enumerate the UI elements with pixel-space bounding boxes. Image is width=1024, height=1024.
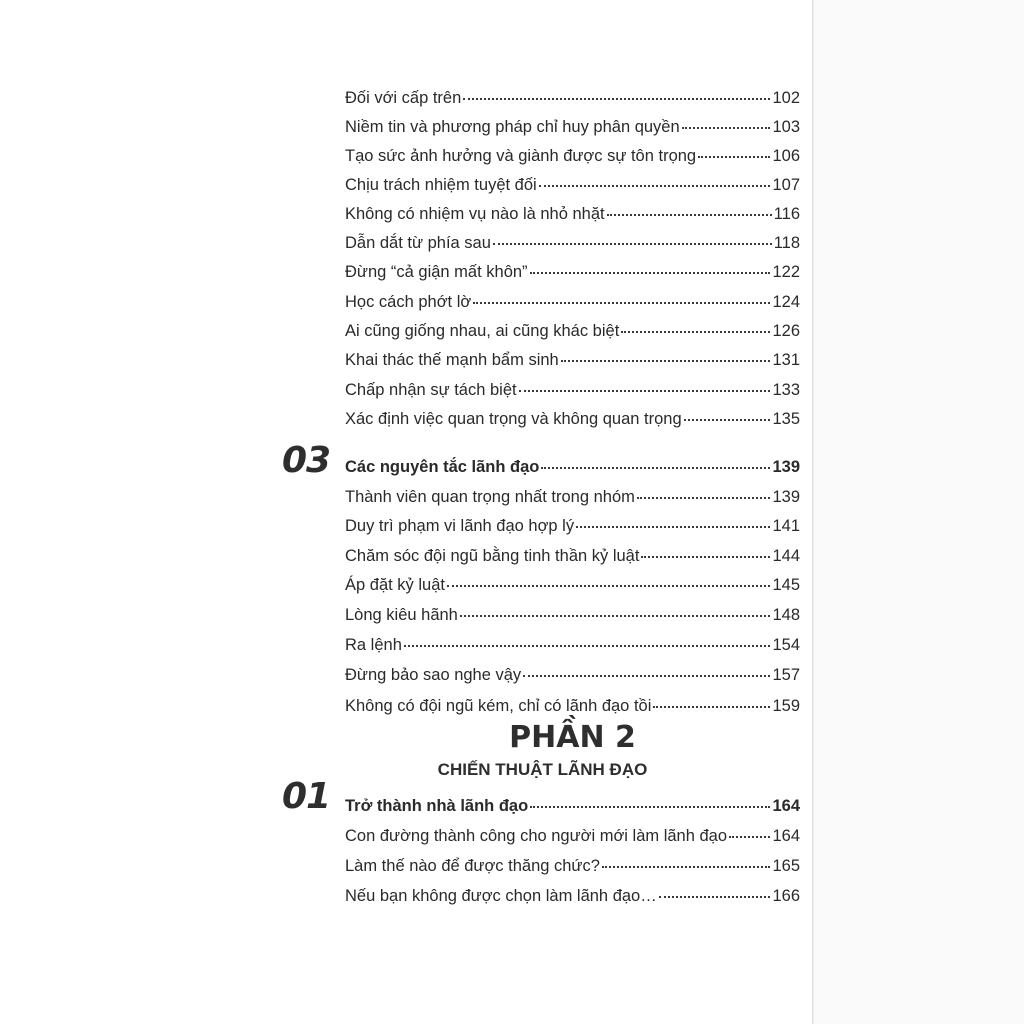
toc-entry	[345, 854, 800, 878]
toc-entry-title: Đối với cấp trên	[345, 89, 462, 107]
toc-entry-title: Không có nhiệm vụ nào là nhỏ nhặt	[345, 205, 605, 223]
toc-entry	[345, 824, 800, 848]
dot-leader	[404, 639, 771, 647]
toc-entry	[345, 260, 800, 284]
page-background	[814, 0, 1024, 1024]
toc-entry-page: 159	[772, 697, 800, 715]
dot-leader	[621, 325, 770, 333]
toc-entry	[345, 144, 800, 168]
toc-entry-title: Chăm sóc đội ngũ bằng tinh thần kỷ luật	[345, 547, 640, 565]
toc-entry-title: Con đường thành công cho người mới làm lãnh đạo	[345, 827, 728, 845]
toc-entry-page: 139	[772, 488, 800, 506]
toc-entry-page: 164	[772, 827, 800, 845]
toc-entry-page: 103	[772, 118, 800, 136]
toc-entry	[345, 115, 800, 139]
chapter-heading	[345, 794, 800, 818]
toc-entry-title: Niềm tin và phương pháp chỉ huy phân quyền	[345, 118, 680, 136]
toc-entry-page: 141	[772, 517, 800, 535]
toc-entry-title: Học cách phớt lờ	[345, 293, 472, 311]
dot-leader	[460, 609, 771, 617]
toc-entry	[345, 884, 800, 908]
toc-entry-title: Ra lệnh	[345, 636, 402, 654]
toc-entry	[345, 603, 800, 627]
toc-entry	[345, 633, 800, 657]
dot-leader	[641, 550, 770, 558]
dot-leader	[561, 354, 771, 362]
toc-entry-title: Tạo sức ảnh hưởng và giành được sự tôn trọng	[345, 147, 697, 165]
toc-entry-page: 116	[773, 205, 800, 223]
toc-entry-page: 165	[772, 857, 800, 875]
dot-leader	[653, 700, 770, 708]
dot-leader	[576, 520, 770, 528]
chapter-heading-title: Các nguyên tắc lãnh đạo	[345, 458, 540, 476]
toc-entry-page: 131	[772, 351, 800, 369]
toc-entry-page: 148	[772, 606, 800, 624]
dot-leader	[698, 150, 770, 158]
chapter-heading	[345, 455, 800, 479]
chapter-number: 03	[282, 440, 331, 481]
toc-entry	[345, 485, 800, 509]
toc-entry-page: 166	[772, 887, 800, 905]
toc-entry-title: Chấp nhận sự tách biệt	[345, 381, 517, 399]
part-title: PHẦN 2	[509, 720, 636, 755]
toc-entry-page: 102	[772, 89, 800, 107]
toc-entry-page: 107	[772, 176, 800, 194]
toc-entry-page: 145	[772, 576, 800, 594]
toc-entry-title: Đừng bảo sao nghe vậy	[345, 666, 522, 684]
dot-leader	[463, 92, 770, 100]
dot-leader	[473, 296, 770, 304]
toc-entry-title: Không có đội ngũ kém, chỉ có lãnh đạo tồi	[345, 697, 652, 715]
dot-leader	[659, 890, 771, 898]
dot-leader	[539, 179, 771, 187]
toc-entry-title: Khai thác thế mạnh bẩm sinh	[345, 351, 559, 369]
toc-entry-title: Ai cũng giống nhau, ai cũng khác biệt	[345, 322, 620, 340]
dot-leader	[607, 208, 772, 216]
toc-entry	[345, 173, 800, 197]
toc-entry-title: Duy trì phạm vi lãnh đạo hợp lý	[345, 517, 575, 535]
dot-leader	[682, 121, 771, 129]
toc-entry-title: Thành viên quan trọng nhất trong nhóm	[345, 488, 635, 506]
dot-leader	[447, 579, 770, 587]
toc-entry	[345, 573, 800, 597]
toc-entry-page: 144	[772, 547, 800, 565]
toc-entry	[345, 319, 800, 343]
dot-leader	[530, 800, 770, 808]
toc-entry	[345, 514, 800, 538]
dot-leader	[493, 237, 772, 245]
dot-leader	[541, 461, 770, 469]
chapter-heading-page: 139	[772, 458, 800, 476]
toc-entry-page: 157	[772, 666, 800, 684]
toc-entry	[345, 694, 800, 718]
toc-entry-title: Dẫn dắt từ phía sau	[345, 234, 491, 252]
dot-leader	[523, 669, 770, 677]
toc-entry-title: Nếu bạn không được chọn làm lãnh đạo…	[345, 887, 657, 905]
page-edge	[812, 0, 814, 1024]
toc-entry-title: Lòng kiêu hãnh	[345, 606, 458, 624]
toc-entry	[345, 544, 800, 568]
toc-entry-title: Làm thế nào để được thăng chức?	[345, 857, 600, 875]
dot-leader	[684, 413, 771, 421]
toc-entry	[345, 407, 800, 431]
dot-leader	[729, 830, 770, 838]
dot-leader	[637, 491, 771, 499]
toc-entry-title: Chịu trách nhiệm tuyệt đối	[345, 176, 537, 194]
toc-entry-page: 118	[773, 234, 800, 252]
part-subtitle: CHIẾN THUẬT LÃNH ĐẠO	[437, 760, 648, 779]
toc-entry	[345, 290, 800, 314]
toc-entry	[345, 348, 800, 372]
toc-entry-page: 124	[772, 293, 800, 311]
dot-leader	[602, 860, 771, 868]
toc-entry-title: Áp đặt kỷ luật	[345, 576, 445, 594]
toc-entry-page: 126	[772, 322, 800, 340]
toc-entry-page: 133	[772, 381, 800, 399]
chapter-heading-page: 164	[772, 797, 800, 815]
toc-entry-title: Đừng “cả giận mất khôn”	[345, 263, 528, 281]
toc-entry	[345, 231, 800, 255]
toc-entry	[345, 378, 800, 402]
toc-entry-title: Xác định việc quan trọng và không quan trọng	[345, 410, 682, 428]
toc-entry-page: 154	[772, 636, 800, 654]
toc-entry	[345, 202, 800, 226]
toc-entry-page: 106	[772, 147, 800, 165]
toc-entry	[345, 663, 800, 687]
dot-leader	[530, 266, 771, 274]
dot-leader	[519, 384, 771, 392]
toc-entry	[345, 86, 800, 110]
toc-entry-page: 135	[772, 410, 800, 428]
chapter-heading-title: Trở thành nhà lãnh đạo	[345, 797, 529, 815]
chapter-number: 01	[282, 776, 331, 817]
toc-entry-page: 122	[772, 263, 800, 281]
